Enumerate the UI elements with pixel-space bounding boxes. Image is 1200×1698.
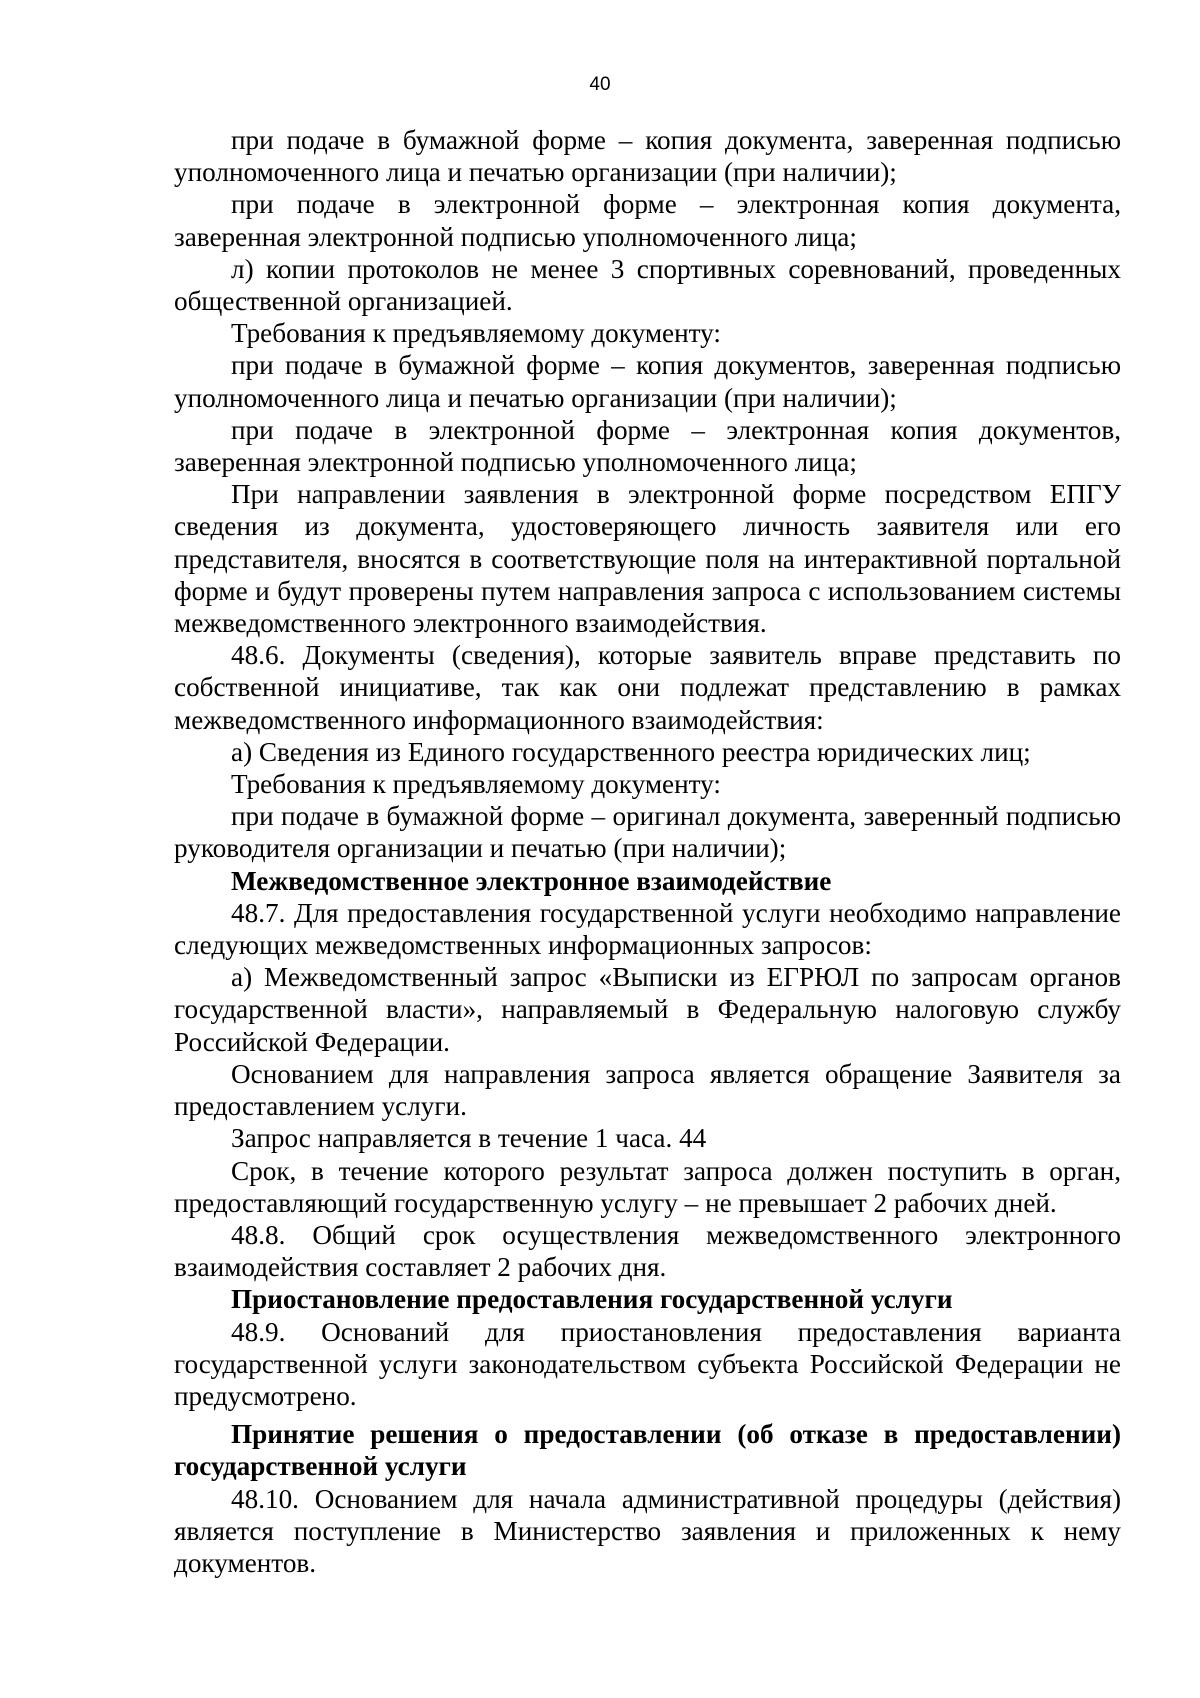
page-number: 40 — [589, 74, 611, 95]
paragraph: при подаче в бумажной форме – копия документов, заверенная подписью уполномоченного лица и печатью организации (при наличии); — [174, 350, 1121, 413]
section-heading: Принятие решения о предоставлении (об отказе в предоставлении) государственной услуги — [174, 1419, 1121, 1482]
paragraph: 48.7. Для предоставления государственной услуги необходимо направление следующих межведомственных информационных запросов: — [174, 897, 1121, 961]
paragraph: л) копии протоколов не менее 3 спортивных соревнований, проведенных общественной организацией. — [174, 253, 1121, 317]
paragraph: 48.8. Общий срок осуществления межведомственного электронного взаимодействия составляет 2 рабочих дня. — [174, 1219, 1121, 1283]
document-body — [174, 124, 1121, 1579]
paragraph: при подаче в бумажной форме – оригинал документа, заверенный подписью руководителя организации и печатью (при наличии); — [174, 801, 1121, 864]
paragraph: при подаче в бумажной форме – копия документа, заверенная подписью уполномоченного лица и печатью организации (при наличии); — [174, 125, 1121, 188]
paragraph: при подаче в электронной форме – электронная копия документов, заверенная электронной подписью уполномоченного лица; — [174, 414, 1121, 478]
section-heading: Межведомственное электронное взаимодействие — [231, 865, 832, 896]
paragraph: 48.9. Оснований для приостановления предоставления варианта государственной услуги законодательством субъекта Российской Федерации не предусмотрено. — [174, 1316, 1121, 1411]
paragraph: а) Межведомственный запрос «Выписки из ЕГРЮЛ по запросам органов государственной власти», направляемый в Федеральную налоговую службу Российской Федерации. — [174, 962, 1121, 1057]
paragraph: При направлении заявления в электронной форме посредством ЕПГУ сведения из документа, удостоверяющего личность заявителя или его представителя, вносятся в соответствующие поля на интерактивной портальной форме и будут проверены путем направления запроса с использованием системы межведомственного электронного взаимодействия. — [174, 479, 1121, 639]
paragraph: а) Сведения из Единого государственного реестра юридических лиц; — [231, 736, 1031, 767]
paragraph: 48.10. Основанием для начала административной процедуры (действия) является поступление в Министерство заявления и приложенных к нему документов. — [174, 1483, 1121, 1578]
paragraph: Требования к предъявляемому документу: — [231, 769, 721, 800]
paragraph: 48.6. Документы (сведения), которые заявитель вправе представить по собственной инициативе, так как они подлежат представлению в рамках межведомственного информационного взаимодействия: — [174, 640, 1121, 735]
section-heading: Приостановление предоставления государственной услуги — [231, 1284, 953, 1315]
paragraph: Основанием для направления запроса является обращение Заявителя за предоставлением услуги. — [174, 1058, 1121, 1122]
paragraph: Требования к предъявляемому документу: — [231, 318, 721, 349]
paragraph: при подаче в электронной форме – электронная копия документа, заверенная электронной подписью уполномоченного лица; — [174, 189, 1121, 252]
paragraph: Срок, в течение которого результат запроса должен поступить в орган, предоставляющий государственную услугу – не превышает 2 рабочих дней. — [174, 1155, 1121, 1218]
paragraph: Запрос направляется в течение 1 часа. 44 — [231, 1123, 707, 1154]
